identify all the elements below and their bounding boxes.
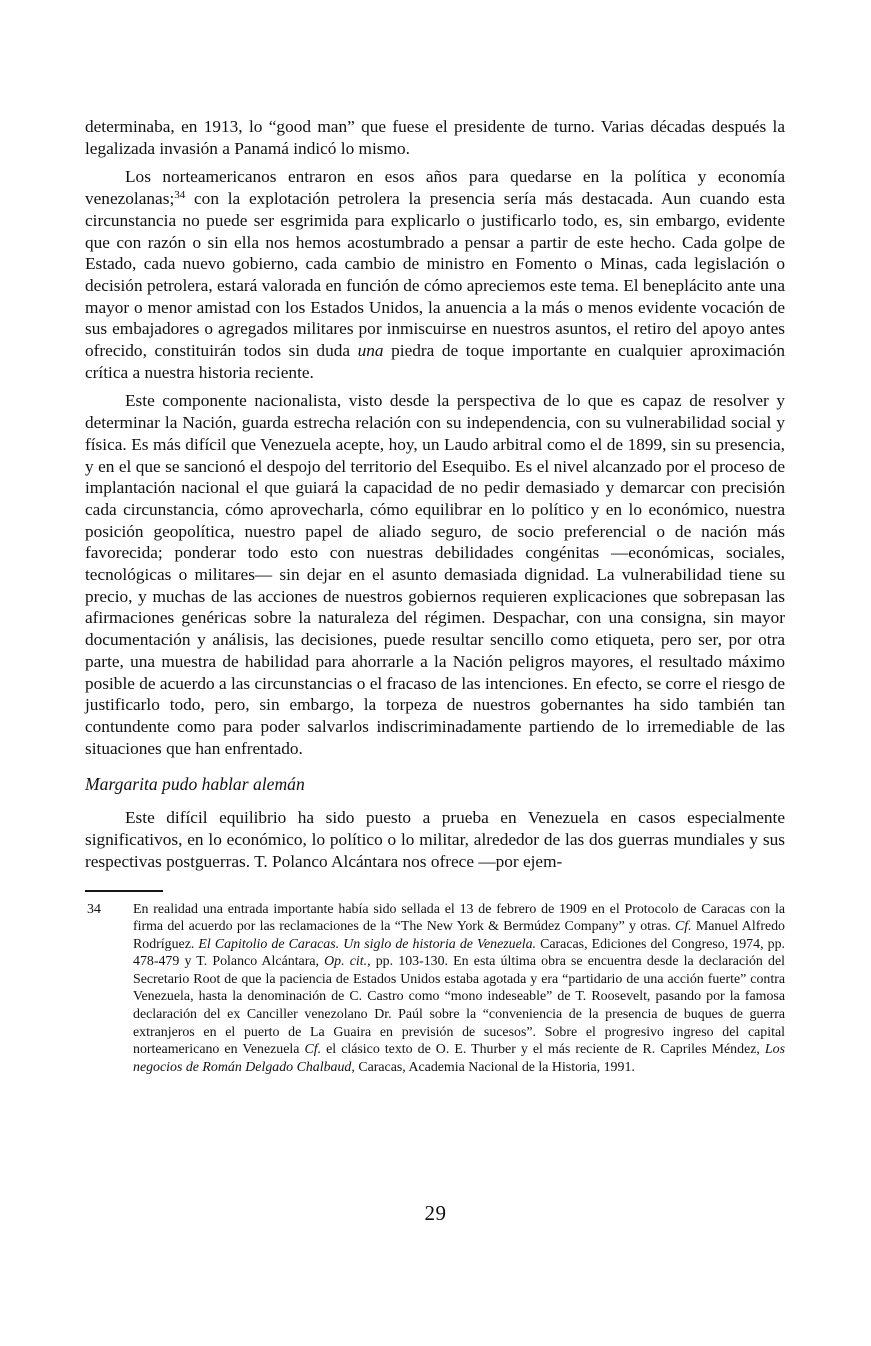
- italic-text-run: Cf.: [304, 1042, 322, 1058]
- footnote-34: [85, 901, 785, 1077]
- italic-text-run: El Capitolio de Caracas. Un siglo de historia de Venezuela.: [198, 936, 537, 952]
- text-run: En realidad una entrada importante había sido sellada el 13 de febrero de 1909 en el Protocolo de Caracas con la firma del acuerdo por las reclamaciones de la “The New York & Bermúdez Company” y otras.: [133, 901, 785, 935]
- text-column: [85, 116, 785, 1076]
- italic-text-run: Cf.: [674, 919, 692, 935]
- paragraph-continuation: [85, 116, 785, 159]
- footnote-number: 34: [87, 901, 101, 917]
- footnote-reference-mark: 34: [174, 189, 186, 202]
- footnote-text: [133, 901, 785, 1077]
- text-run: el clásico texto de O. E. Thurber y el más reciente de R. Capriles Méndez,: [321, 1042, 765, 1058]
- text-run: Este componente nacionalista, visto desde la perspectiva de lo que es capaz de resolver y determinar la Nación, guarda estrecha relación con su independencia, con su vulnerabilidad social y física. Es más difícil que Venezuela acepte, hoy, un Laudo arbitral como el de 1899, sin su presencia, y en el que se sancionó el despojo del territorio del Esequibo. Es el nivel alcanzado por el proceso de implantación nacional el que guiará la capacidad de no pedir demasiado y demarcar con precisión cada circunstancia, cómo aprovecharla, cómo equilibrar en lo político y en lo económico, nuestra posición geopolítica, nuestro papel de aliado seguro, de socio preferencial o de nación más favorecida; ponderar todo esto con nuestras debilidades congénitas —económicas, sociales, tecnológicas o militares— sin dejar en el asunto demasiada dignidad. La vulnerabilidad tiene su precio, y muchas de las acciones de nuestros gobiernos requieren explicaciones que sobrepasan las afirmaciones genéricas sobre la naturaleza del régimen. Despachar, con una consigna, sin mayor documentación y análisis, las decisiones, puede resultar sencillo como etiqueta, pero ser, por otra parte, una muestra de habilidad para ahorrarle a la Nación peligros mayores, el resultado máximo posible de acuerdo a las circunstancias o el fracaso de las intenciones. En efecto, se corre el riesgo de justificarlo todo, pero, sin embargo, la torpeza de nuestros gobernantes ha sido también tan contundente como para poder salvarlos indiscriminadamente partiendo de lo irremediable de las situaciones que han enfrentado.: [85, 391, 785, 758]
- italic-text-run: una: [357, 341, 384, 361]
- italic-text-run: Los negocios de Román Delgado Chalbaud: [133, 1042, 785, 1075]
- footnote-separator: [85, 890, 163, 892]
- text-run: , Caracas, Academia Nacional de la Historia, 1991.: [351, 1059, 635, 1075]
- italic-text-run: Margarita pudo hablar alemán: [85, 774, 305, 795]
- text-run: Caracas, Ediciones del Congreso, 1974, pp. 478-479 y T. Polanco Alcántara,: [133, 936, 785, 970]
- text-run: piedra de toque importante en cualquier aproximación crítica a nuestra historia reciente.: [85, 341, 785, 382]
- text-run: con la explotación petrolera la presencia sería más destacada. Aun cuando esta circunstancia no puede ser esgrimida para explicarlo o justificarlo todo, es, sin embargo, evidente que con razón o sin ella nos hemos acostumbrado a pensar a partir de este hecho. Cada golpe de Estado, cada nuevo gobierno, cada cambio de ministro en Fomento o Minas, cada legislación o decisión petrolera, estará valorada en función de cómo apreciemos este tema. El beneplácito ante una mayor o menor amistad con los Estados Unidos, la anuencia a la más o menos evidente vocación de sus embajadores o agregados militares por inmiscuirse en nuestros asuntos, el retiro del apoyo antes ofrecido, constituirán todos sin duda: [85, 189, 785, 361]
- paragraph-norteamericanos: [85, 166, 785, 383]
- page-number: 29: [424, 1201, 447, 1225]
- paragraph-componente-nacionalista: [85, 390, 785, 759]
- paragraph-dificil-equilibrio: [85, 807, 785, 872]
- section-heading-margarita: [85, 773, 785, 795]
- text-run: Este difícil equilibrio ha sido puesto a prueba en Venezuela en casos especialmente significativos, en lo económico, lo político o lo militar, alrededor de las dos guerras mundiales y sus respectivas postguerras. T. Polanco Alcántara nos ofrece —por ejem-: [85, 808, 785, 871]
- text-run: Manuel Alfredo Rodríguez.: [133, 919, 785, 952]
- italic-text-run: Op. cit.: [324, 954, 368, 970]
- text-run: , pp. 103-130. En esta última obra se encuentra desde la declaración del Secretario Root de que la paciencia de Estados Unidos estaba agotada y era “partidario de una acción fuerte” contra Venezuela, hasta la denominación de C. Castro como “mono indeseable” de T. Roosevelt, pasando por la famosa declaración del ex Canciller venezolano Dr. Paúl sobre la “conveniencia de la presencia de buques de guerra extranjeros en el puerto de La Guaira en previsión de sucesos”. Sobre el progresivo ingreso del capital norteamericano en Venezuela: [133, 954, 785, 1058]
- text-run: determinaba, en 1913, lo “good man” que fuese el presidente de turno. Varias décadas después la legalizada invasión a Panamá indicó lo mismo.: [85, 117, 785, 158]
- text-run: Los norteamericanos entraron en esos años para quedarse en la política y economía venezolanas;: [85, 167, 785, 209]
- body-text: [85, 116, 785, 873]
